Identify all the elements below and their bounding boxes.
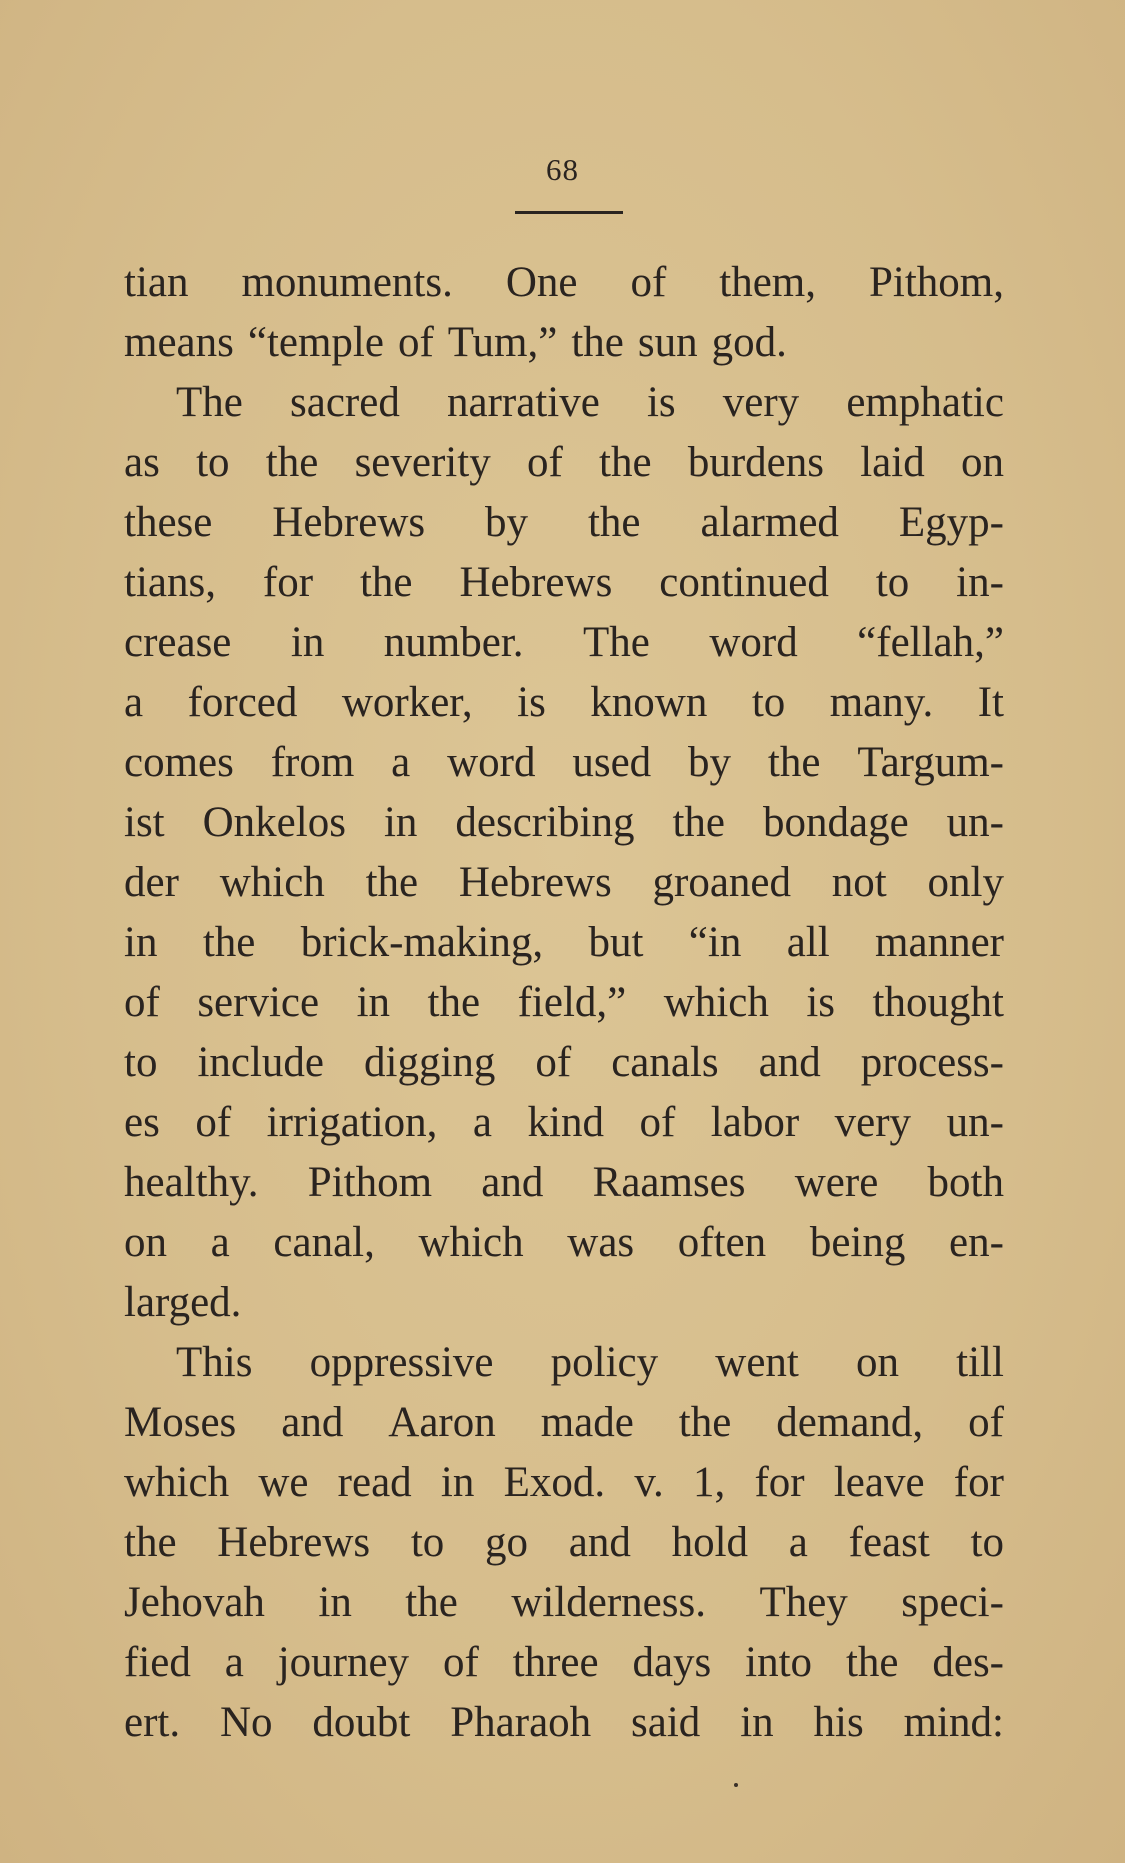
word: word — [447, 739, 536, 786]
text-line — [124, 1093, 1004, 1153]
word: leave — [833, 1459, 925, 1506]
text-line — [124, 1273, 1004, 1333]
word: healthy. — [124, 1159, 259, 1206]
word: “temple — [247, 319, 384, 366]
text-line — [124, 913, 1004, 973]
word: the — [365, 859, 419, 906]
word: only — [927, 859, 1004, 906]
word: in — [356, 979, 391, 1026]
word: of — [195, 1099, 232, 1146]
word: feast — [848, 1519, 930, 1566]
word: include — [197, 1039, 325, 1086]
word: severity — [354, 439, 491, 486]
word: to — [196, 439, 230, 486]
word: a — [210, 1219, 230, 1266]
word: canal, — [273, 1219, 375, 1266]
word: and — [568, 1519, 631, 1566]
text-line — [124, 1693, 1004, 1753]
word: is — [646, 379, 676, 426]
word: of — [442, 1639, 479, 1686]
text-line — [124, 373, 1004, 433]
word: demand, — [776, 1399, 924, 1446]
text-line — [124, 973, 1004, 1033]
word: in — [124, 919, 158, 966]
word: monuments. — [241, 259, 453, 306]
word: field,” — [517, 979, 627, 1026]
word: digging — [364, 1039, 496, 1086]
word: the — [427, 979, 481, 1026]
word: of — [124, 979, 160, 1026]
word: was — [567, 1219, 635, 1266]
word: a — [224, 1639, 244, 1686]
word: in — [318, 1579, 352, 1626]
word: the — [767, 739, 821, 786]
word: is — [806, 979, 836, 1026]
text-line — [124, 793, 1004, 853]
word: the — [678, 1399, 732, 1446]
text-line — [124, 553, 1004, 613]
text-line — [124, 433, 1004, 493]
word: which — [663, 979, 769, 1026]
text-line — [124, 313, 1004, 373]
word: forced — [187, 679, 298, 726]
word: burdens — [687, 439, 824, 486]
word: speci- — [901, 1579, 1004, 1626]
word: fied — [124, 1639, 191, 1686]
word: in- — [956, 559, 1004, 606]
word: One — [505, 259, 578, 306]
word: to — [875, 559, 910, 606]
word: They — [759, 1579, 848, 1626]
word: of — [968, 1399, 1004, 1446]
word: for — [953, 1459, 1004, 1506]
text-line — [124, 853, 1004, 913]
word: sun — [637, 319, 698, 366]
word: ist — [124, 799, 165, 846]
word: Pithom, — [868, 259, 1004, 306]
word: mind: — [903, 1699, 1004, 1746]
word: often — [677, 1219, 767, 1266]
word: worker, — [341, 679, 473, 726]
word: thought — [872, 979, 1004, 1026]
word: tians, — [124, 559, 216, 606]
word: continued — [659, 559, 829, 606]
word: irrigation, — [266, 1099, 438, 1146]
word: doubt — [312, 1699, 411, 1746]
word: The — [176, 379, 243, 426]
word: the — [359, 559, 413, 606]
word: we — [258, 1459, 309, 1506]
word: of — [639, 1099, 676, 1146]
word: these — [124, 499, 213, 546]
word: Onkelos — [202, 799, 346, 846]
word: manner — [875, 919, 1004, 966]
word: the — [672, 799, 726, 846]
word: describing — [455, 799, 635, 846]
word: larged. — [124, 1279, 242, 1326]
word: laid — [860, 439, 925, 486]
word: in — [440, 1459, 475, 1506]
word: known — [590, 679, 708, 726]
word: the — [265, 439, 319, 486]
word: means — [124, 319, 234, 366]
word: “in — [688, 919, 742, 966]
word: till — [956, 1339, 1004, 1386]
word: oppressive — [309, 1339, 494, 1386]
word: un- — [946, 1099, 1004, 1146]
word: read — [337, 1459, 412, 1506]
word: as — [124, 439, 160, 486]
word: the — [599, 439, 652, 486]
word: crease — [124, 619, 232, 666]
word: 1, — [693, 1459, 726, 1506]
word: both — [927, 1159, 1004, 1206]
word: Raamses — [592, 1159, 746, 1206]
word: which — [124, 1459, 230, 1506]
word: to — [410, 1519, 445, 1566]
word: journey — [277, 1639, 410, 1686]
word: canals — [611, 1039, 719, 1086]
word: many. — [829, 679, 934, 726]
text-line — [124, 1393, 1004, 1453]
word: Pithom — [307, 1159, 433, 1206]
text-line — [124, 1633, 1004, 1693]
header-rule — [515, 211, 623, 214]
word: were — [794, 1159, 879, 1206]
word: from — [270, 739, 355, 786]
word: groaned — [652, 859, 792, 906]
word: said — [631, 1699, 701, 1746]
text-line — [124, 1573, 1004, 1633]
word: v. — [634, 1459, 664, 1506]
word: the — [405, 1579, 458, 1626]
word: a — [472, 1099, 493, 1146]
word: went — [715, 1339, 799, 1386]
word: kind — [527, 1099, 604, 1146]
word: of — [630, 259, 667, 306]
word: of — [397, 319, 434, 366]
word: Hebrews — [217, 1519, 371, 1566]
word: very — [834, 1099, 912, 1146]
text-line — [124, 253, 1004, 313]
word: Targum- — [857, 739, 1004, 786]
word: un- — [946, 799, 1004, 846]
word: No — [219, 1699, 273, 1746]
word: Pharaoh — [450, 1699, 592, 1746]
word: Hebrews — [458, 859, 612, 906]
word: ert. — [124, 1699, 181, 1746]
text-line — [124, 1033, 1004, 1093]
word: alarmed — [700, 499, 839, 546]
word: policy — [550, 1339, 659, 1386]
word: labor — [710, 1099, 800, 1146]
word: on — [124, 1219, 167, 1266]
word: being — [809, 1219, 906, 1266]
word: der — [124, 859, 179, 906]
word: the — [124, 1519, 177, 1566]
word: which — [219, 859, 325, 906]
text-line — [124, 673, 1004, 733]
word: Moses — [124, 1399, 237, 1446]
word: made — [540, 1399, 634, 1446]
word: which — [418, 1219, 524, 1266]
word: service — [197, 979, 320, 1026]
word: and — [758, 1039, 821, 1086]
word: Exod. — [503, 1459, 606, 1506]
word: Hebrews — [459, 559, 613, 606]
text-line — [124, 493, 1004, 553]
word: for — [754, 1459, 805, 1506]
word: of — [535, 1039, 572, 1086]
word: to — [751, 679, 786, 726]
word: es — [124, 1099, 160, 1146]
word: in — [740, 1699, 774, 1746]
word: to — [970, 1519, 1004, 1566]
word: in — [383, 799, 418, 846]
word: god. — [711, 319, 787, 366]
word: number. — [383, 619, 524, 666]
word: days — [632, 1639, 712, 1686]
word: Tum,” — [447, 319, 558, 366]
word: into — [745, 1639, 813, 1686]
text-line — [124, 1513, 1004, 1573]
page-number: 68 — [546, 152, 579, 187]
paper-speck — [734, 1783, 738, 1787]
word: the — [587, 499, 641, 546]
word: a — [788, 1519, 808, 1566]
word: the — [202, 919, 256, 966]
word: used — [572, 739, 652, 786]
word: to — [124, 1039, 158, 1086]
word: three — [512, 1639, 599, 1686]
word: the — [571, 319, 624, 366]
word: a — [391, 739, 411, 786]
word: and — [281, 1399, 344, 1446]
text-line — [124, 1153, 1004, 1213]
word: tian — [124, 259, 189, 306]
text-line — [124, 1453, 1004, 1513]
text-line — [124, 1333, 1004, 1393]
word: brick-making, — [300, 919, 544, 966]
text-line — [124, 733, 1004, 793]
word: Egyp- — [898, 499, 1004, 546]
word: all — [786, 919, 830, 966]
word: emphatic — [846, 379, 1004, 426]
word: them, — [719, 259, 816, 306]
word: go — [485, 1519, 529, 1566]
word: on — [960, 439, 1004, 486]
word: not — [831, 859, 887, 906]
word: by — [688, 739, 732, 786]
word: Aaron — [388, 1399, 496, 1446]
word: sacred — [290, 379, 400, 426]
word: a — [124, 679, 144, 726]
word: his — [813, 1699, 864, 1746]
word: “fellah,” — [857, 619, 1004, 666]
word: and — [481, 1159, 544, 1206]
word: This — [176, 1339, 253, 1386]
word: bondage — [763, 799, 909, 846]
word: process- — [860, 1039, 1004, 1086]
word: en- — [949, 1219, 1004, 1266]
text-line — [124, 613, 1004, 673]
word: narrative — [446, 379, 600, 426]
text-line — [124, 1213, 1004, 1273]
word: on — [856, 1339, 899, 1386]
word: of — [526, 439, 563, 486]
word: hold — [671, 1519, 749, 1566]
body-text — [124, 253, 1004, 1753]
word: very — [722, 379, 800, 426]
word: but — [588, 919, 644, 966]
word: word — [709, 619, 798, 666]
word: des- — [932, 1639, 1004, 1686]
word: Hebrews — [272, 499, 426, 546]
word: It — [977, 679, 1004, 726]
word: by — [485, 499, 529, 546]
word: for — [262, 559, 314, 606]
word: wilderness. — [511, 1579, 706, 1626]
word: in — [290, 619, 325, 666]
word: is — [517, 679, 546, 726]
word: the — [845, 1639, 899, 1686]
word: Jehovah — [124, 1579, 265, 1626]
word: comes — [124, 739, 234, 786]
word: The — [583, 619, 650, 666]
